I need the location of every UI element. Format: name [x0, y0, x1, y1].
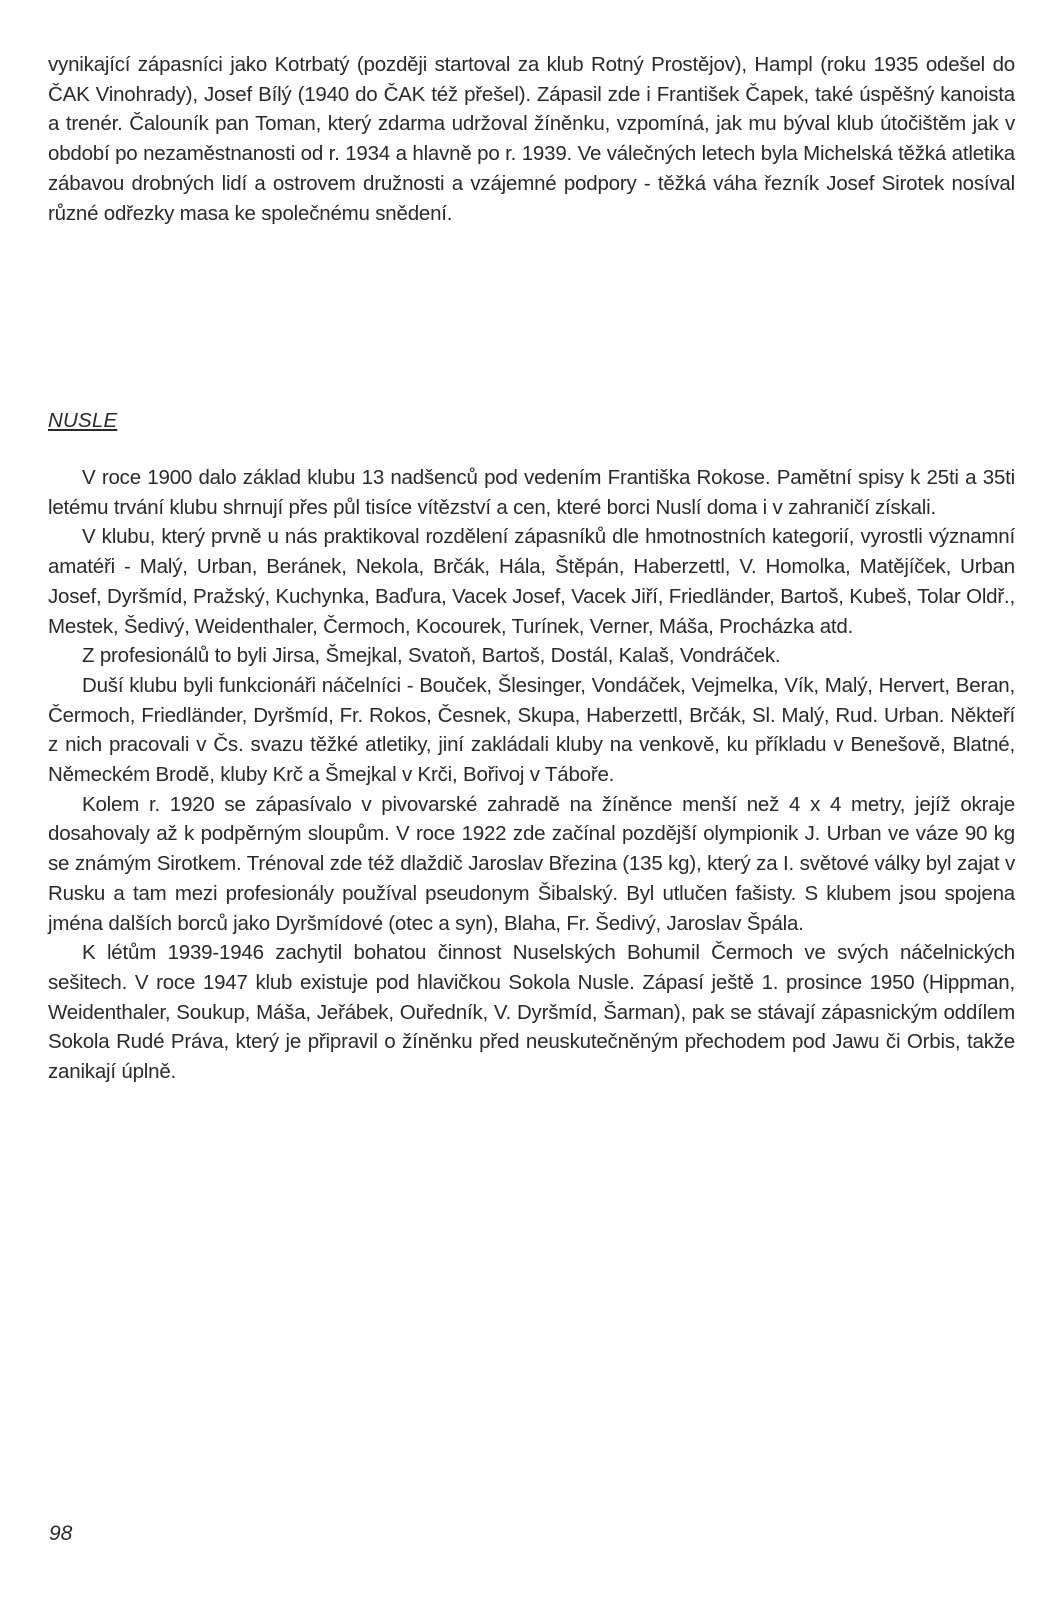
- section-paragraph-5: Kolem r. 1920 se zápasívalo v pivovarské zahradě na žíněnce menší než 4 x 4 metry, jejíž okraje dosahovaly až k podpěrným sloupům. V roce 1922 zde začínal pozdější olympionik J. Urban ve váze 90 kg se známým Sirotkem. Trénoval zde též dlaždič Jaroslav Březina (135 kg), který za I. světové války byl zajat v Rusku a tam mezi profesionály používal pseudonym Šibalský. Byl utlučen fašisty. S klubem jsou spojena jména dalších borců jako Dyršmídové (otec a syn), Blaha, Fr. Šedivý, Jaroslav Špála.: [48, 792, 1015, 935]
- section-paragraph-2: V klubu, který prvně u nás praktikoval rozdělení zápasníků dle hmotnostních kategorií, vyrostli významní amatéři - Malý, Urban, Beránek, Nekola, Brčák, Hála, Štěpán, Haberzettl, V. Homolka, Matějíček, Urban Josef, Dyršmíd, Pražský, Kuchynka, Baďura, Vacek Josef, Vacek Jiří, Friedländer, Bartoš, Kubeš, Tolar Oldř., Mestek, Šedivý, Weidenthaler, Čermoch, Kocourek, Turínek, Verner, Máša, Procházka atd.: [48, 525, 1015, 638]
- section-heading: NUSLE: [48, 409, 118, 432]
- section-paragraph-1: V roce 1900 dalo základ klubu 13 nadšenců pod vedením Františka Rokose. Pamětní spisy k 25ti a 35ti letému trvání klubu shrnují přes půl tisíce vítězství a cen, které borci Nuslí doma i v zahraničí získali.: [48, 466, 1015, 519]
- section-paragraph-6: K létům 1939-1946 zachytil bohatou činnost Nuselských Bohumil Čermoch ve svých náčelnických sešitech. V roce 1947 klub existuje pod hlavičkou Sokola Nusle. Zápasí ještě 1. prosince 1950 (Hippman, Weidenthaler, Soukup, Máša, Jeřábek, Ouředník, V. Dyršmíd, Šarman), pak se stávají zápasnickým oddílem Sokola Rudé Práva, který je připravil o žíněnku před neuskutečněným přechodem pod Jawu či Orbis, takže zanikají úplně.: [48, 941, 1015, 1084]
- section-body: [48, 463, 1015, 1087]
- page-number: 98: [49, 1522, 73, 1545]
- section-paragraph-4: Duší klubu byli funkcionáři náčelníci - Bouček, Šlesinger, Vondáček, Vejmelka, Vík, Malý, Hervert, Beran, Čermoch, Friedländer, Dyršmíd, Fr. Rokos, Česnek, Skupa, Haberzettl, Brčák, Sl. Malý, Rud. Urban. Někteří z nich pracovali v Čs. svazu těžké atletiky, jiní zakládali kluby na venkově, ku příkladu v Benešově, Blatné, Německém Brodě, kluby Krč a Šmejkal v Krči, Bořivoj v Táboře.: [48, 673, 1015, 787]
- intro-paragraph: vynikající zápasníci jako Kotrbatý (později startoval za klub Rotný Prostějov), Hampl (roku 1935 odešel do ČAK Vinohrady), Josef Bílý (1940 do ČAK též přešel). Zápasil zde i František Čapek, také úspěšný kanoista a trenér. Čalouník pan Toman, který zdarma udržoval žíněnku, vzpomíná, jak mu býval klub útočištěm jak v období po nezaměstnanosti od r. 1934 a hlavně po r. 1939. Ve válečných letech byla Michelská těžká atletika zábavou drobných lidí a ostrovem družnosti a vzájemné podpory - těžká váha řezník Josef Sirotek nosíval různé odřezky masa ke společnému snědení.: [48, 53, 1015, 225]
- section-paragraph-3: Z profesionálů to byli Jirsa, Šmejkal, Svatoň, Bartoš, Dostál, Kalaš, Vondráček.: [82, 644, 781, 668]
- intro-block: [48, 50, 1015, 228]
